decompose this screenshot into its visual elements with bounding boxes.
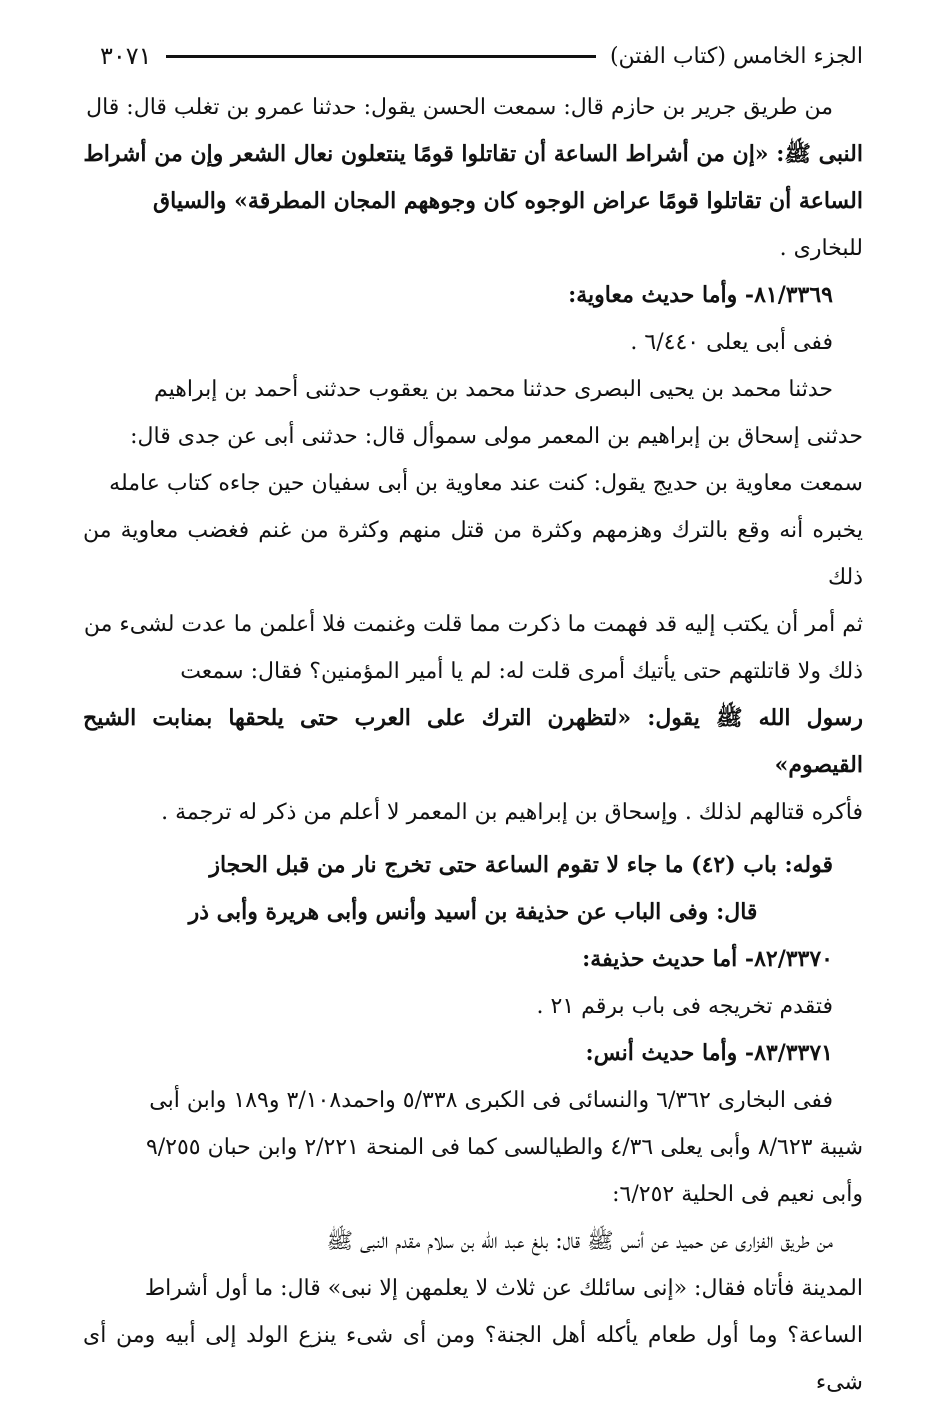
running-title: الجزء الخامس (كتاب الفتن) <box>609 43 863 69</box>
text-line: رسول الله ﷺ يقول: «لتظهرن الترك على العرب حتى يلحقها بمنابت الشيح القيصوم» <box>83 705 863 778</box>
text-line: ففى أبى يعلى ٦/٤٤٠ . <box>630 330 833 355</box>
text-line: شيبة ٨/٦٢٣ وأبى يعلى ٤/٣٦ والطيالسى كما فى المنحة ٢/٢٢١ وابن حبان ٩/٢٥٥ <box>145 1135 863 1160</box>
text-line: من طريق جرير بن حازم قال: سمعت الحسن يقول: حدثنا عمرو بن تغلب قال: قال <box>86 95 833 120</box>
text-line: يخبره أنه وقع بالترك وهزمهم وكثرة من قتل منهم وكثرة من غنم فغضب معاوية من ذلك <box>83 518 863 590</box>
text-line: سمعت معاوية بن حديج يقول: كنت عند معاوية بن أبى سفيان حين جاءه كتاب عامله <box>109 471 863 496</box>
chapter-subheading: قال: وفى الباب عن حذيفة بن أسيد وأنس وأبى هريرة وأبى ذر <box>188 899 758 925</box>
page-body <box>83 84 863 1406</box>
text-line: الساعة أن تقاتلوا قومًا عراض الوجوه كان وجوههم المجان المطرقة» والسياق <box>153 188 863 214</box>
page-header <box>100 36 863 76</box>
text-line: فتقدم تخريجه فى باب برقم ٢١ . <box>536 994 833 1019</box>
text-line: وأبى نعيم فى الحلية ٦/٢٥٢: <box>612 1182 863 1207</box>
page-number: ٣٠٧١ <box>100 42 152 70</box>
text-line: للبخارى . <box>779 236 863 261</box>
text-line: ففى البخارى ٦/٣٦٢ والنسائى فى الكبرى ٥/٣٣٨ واحمد٣/١٠٨ و١٨٩ وابن أبى <box>149 1088 833 1113</box>
text-line: من طريق الفزارى عن حميد عن أنس ﷺ قال: بلغ عبد الله بن سلام مقدم النبى ﷺ <box>326 1229 833 1254</box>
text-line: حدثنى إسحاق بن إبراهيم بن المعمر مولى سموأل قال: حدثنى أبى عن جدى قال: <box>130 424 863 449</box>
text-line: ثم أمر أن يكتب إليه قد فهمت ما ذكرت مما قلت وغنمت فلا أعلمن ما عدت لشىء من <box>83 612 863 637</box>
text-line: حدثنا محمد بن يحيى البصرى حدثنا محمد بن يعقوب حدثنى أحمد بن إبراهيم <box>154 377 833 402</box>
text-line: النبى ﷺ: «إن من أشراط الساعة أن تقاتلوا قومًا ينتعلون نعال الشعر وإن من أشراط <box>83 141 863 167</box>
text-line: المدينة فأتاه فقال: «إنى سائلك عن ثلاث لا يعلمهن إلا نبى» قال: ما أول أشراط <box>144 1276 863 1301</box>
chapter-heading: قوله: باب (٤٢) ما جاء لا تقوم الساعة حتى تخرج نار من قبل الحجاز <box>209 852 833 878</box>
section-heading: ٨٣/٣٣٧١- وأما حديث أنس: <box>585 1040 833 1066</box>
text-line: الساعة؟ وما أول طعام يأكله أهل الجنة؟ ومن أى شىء ينزع الولد إلى أبيه ومن أى شىء <box>83 1323 863 1395</box>
text-line: فأكره قتالهم لذلك . وإسحاق بن إبراهيم بن المعمر لا أعلم من ذكر له ترجمة . <box>161 800 863 825</box>
header-rule <box>166 55 596 58</box>
section-heading: ٨٢/٣٣٧٠- أما حديث حذيفة: <box>582 946 833 972</box>
section-heading: ٨١/٣٣٦٩- وأما حديث معاوية: <box>568 282 833 308</box>
text-line: ذلك ولا قاتلتهم حتى يأتيك أمرى قلت له: لم يا أمير المؤمنين؟ فقال: سمعت <box>180 659 863 684</box>
